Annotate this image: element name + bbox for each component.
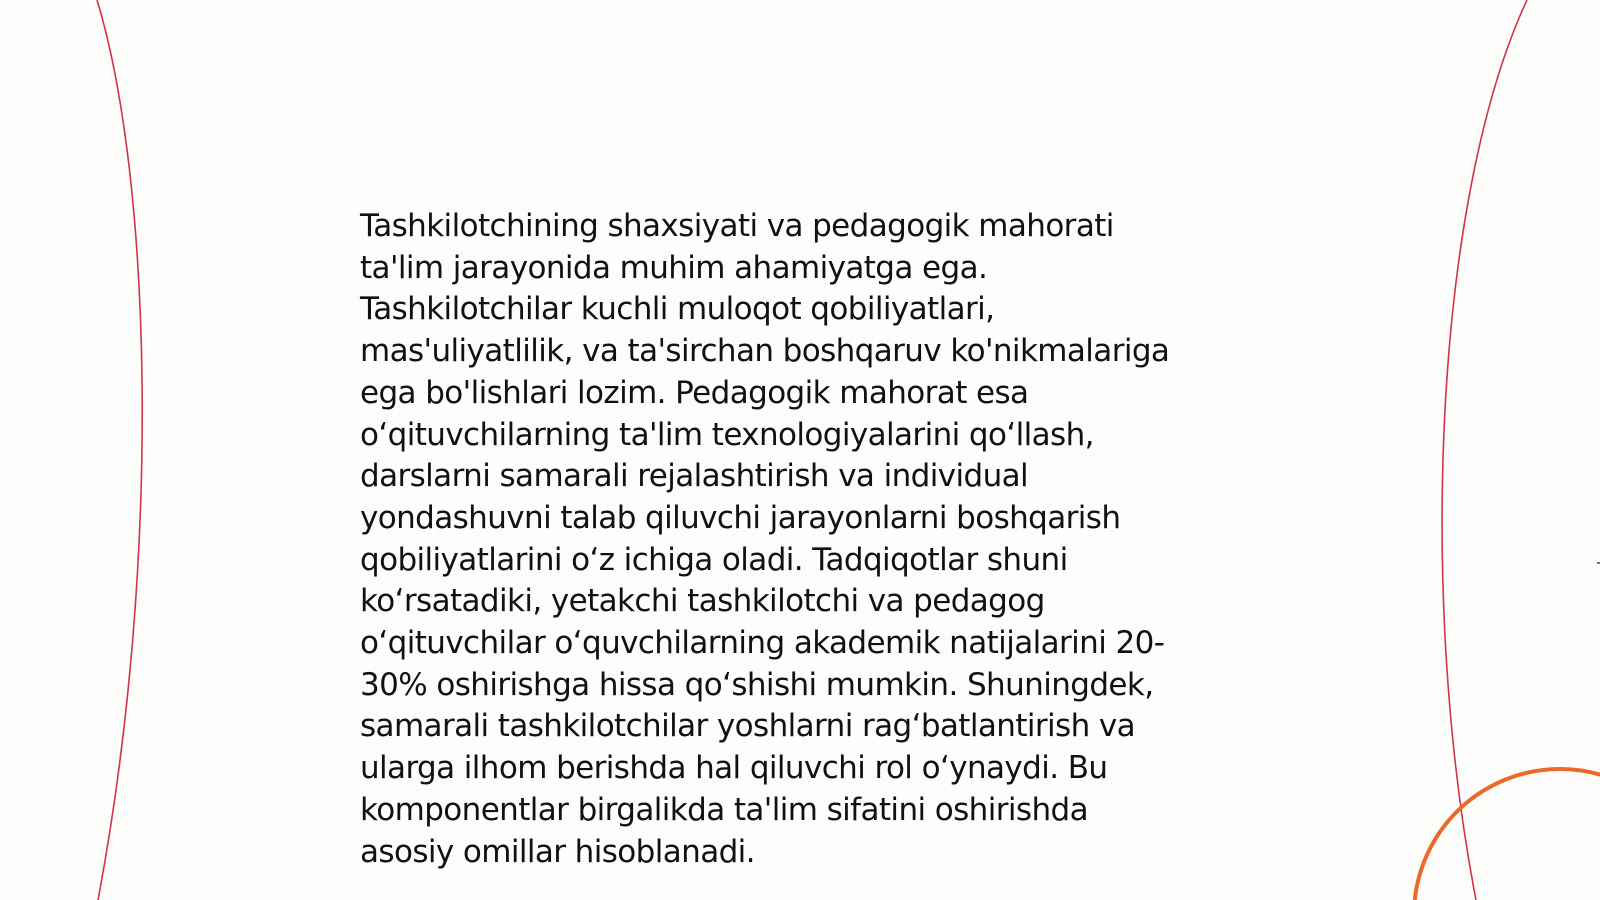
paragraph-line: qobiliyatlarini oʻz ichiga oladi. Tadqiqotlar shuni — [360, 541, 1068, 578]
body-paragraph — [360, 206, 1240, 873]
paragraph-line: ta'lim jarayonida muhim ahamiyatga ega. — [360, 249, 988, 286]
paragraph-line: mas'uliyatlilik, va ta'sirchan boshqaruv ko'nikmalariga — [360, 333, 1170, 370]
orange-arc-shape — [1414, 769, 1600, 900]
paragraph-line: ularga ilhom berishda hal qiluvchi rol oʻynaydi. Bu — [360, 750, 1108, 787]
paragraph-line: komponentlar birgalikda ta'lim sifatini oshirishda — [360, 791, 1088, 828]
paragraph-line: samarali tashkilotchilar yoshlarni ragʻbatlantirish va — [360, 708, 1136, 745]
paragraph-line: Tashkilotchining shaxsiyati va pedagogik mahorati — [360, 208, 1114, 244]
paragraph-line: yondashuvni talab qiluvchi jarayonlarni boshqarish — [360, 499, 1121, 536]
paragraph-line: 30% oshirishga hissa qoʻshishi mumkin. Shuningdek, — [360, 666, 1154, 703]
paragraph-line: darslarni samarali rejalashtirish va individual — [360, 458, 1029, 495]
paragraph-line: oʻqituvchilar oʻquvchilarning akademik natijalarini 20- — [360, 625, 1165, 662]
paragraph-line: Tashkilotchilar kuchli muloqot qobiliyatlari, — [360, 291, 995, 328]
right-curve-line — [1442, 0, 1527, 900]
paragraph-line: asosiy omillar hisoblanadi. — [360, 833, 755, 870]
paragraph-line: oʻqituvchilarning ta'lim texnologiyalarini qoʻllash, — [360, 416, 1094, 453]
left-curve-line — [97, 0, 142, 900]
paragraph-line: ega bo'lishlari lozim. Pedagogik mahorat esa — [360, 374, 1029, 411]
paragraph-line: koʻrsatadiki, yetakchi tashkilotchi va pedagog — [360, 583, 1045, 620]
